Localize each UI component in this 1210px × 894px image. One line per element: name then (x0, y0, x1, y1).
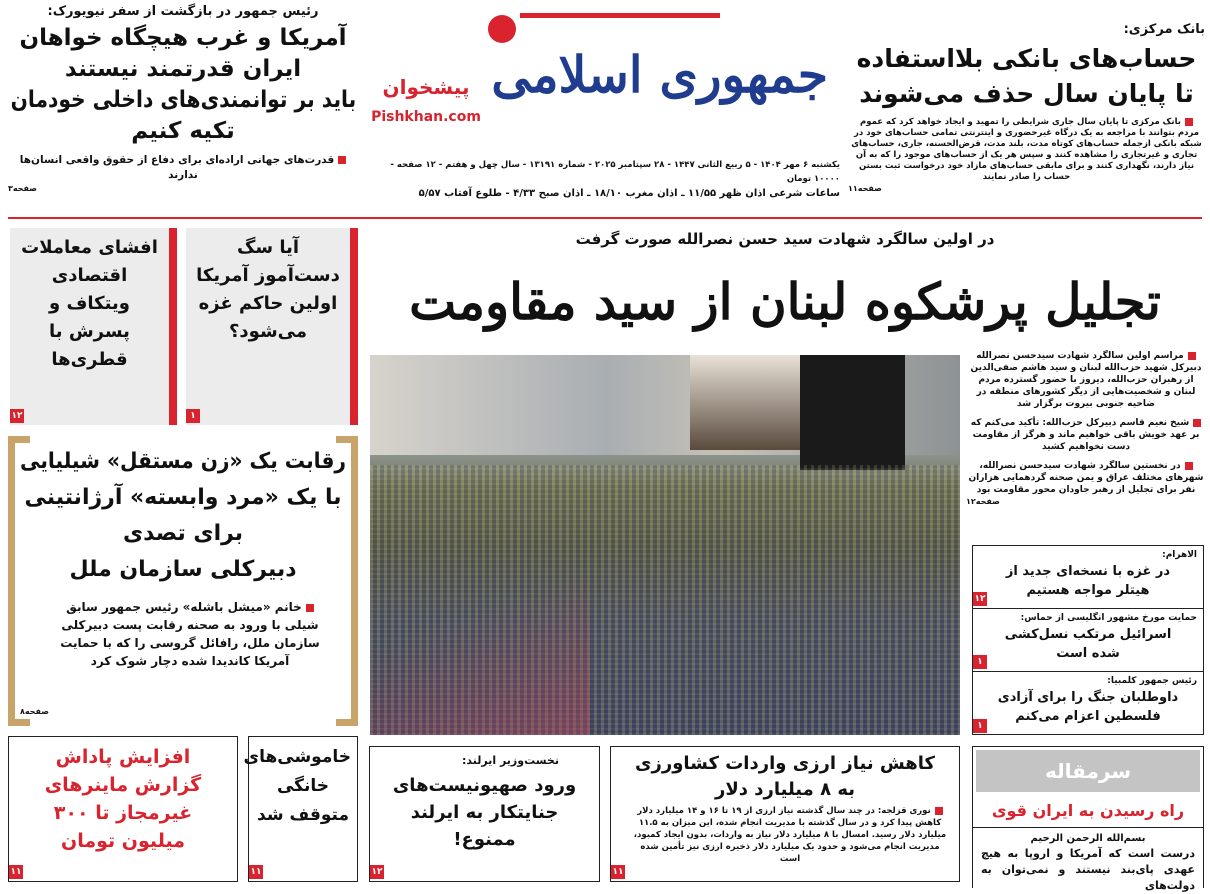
basmala: بسم‌الله الرحمن الرحیم (1030, 833, 1146, 844)
page-badge: ۱ (973, 719, 987, 733)
divider (8, 217, 1202, 219)
page-badge: ۱۱ (250, 867, 262, 877)
top-left-story[interactable] (8, 4, 358, 195)
bullet-icon (338, 156, 346, 164)
brief-kicker: الاهرام: (1162, 550, 1197, 560)
banner-text: سرمقاله (1044, 759, 1132, 783)
headline-line: تکیه کنیم (131, 118, 235, 144)
chile-story[interactable] (8, 436, 358, 726)
lead: بانک مرکزی تا پایان سال جاری شرایطی را تمهید و ایجاد خواهد کرد که عموم مردم بتوانند با مراجعه به یک درگاه غیرحضوری و اینترنتی تمامی حساب‌های خود در شبکه بانکی ازجمله حساب‌های کوتاه مدت، بلند مدت، قرض‌الحسنه، جاری، حساب‌های تجاری و غیرتجاری را مشاهده کنند و سپس هر یک از حساب‌های موجود را که به آن نیاز دارند، نگهداری کنند و برای مابقی حساب‌های مازاد خود درخواست ثبت بستن حساب را صادر نمایند (851, 117, 1202, 182)
date-block (365, 158, 840, 202)
page-badge: ۱ (186, 409, 200, 423)
prayer-times: ساعات شرعی اذان ظهر ۱۱/۵۵ ـ اذان مغرب ۱۸/۱۰ ـ اذان صبح ۴/۳۳ - طلوع آفتاب ۵/۵۷ (418, 188, 840, 199)
lead: قدرت‌های جهانی اراده‌ای برای دفاع از حقوق واقعی انسان‌ها ندارند (19, 154, 335, 181)
top-right-story[interactable] (848, 22, 1205, 194)
main-kicker: در اولین سالگرد شهادت سید حسن نصرالله صورت گرفت (575, 230, 995, 248)
left-box-gaza[interactable] (186, 228, 358, 425)
side-briefs (972, 545, 1204, 735)
headline-line: برای تصدی (122, 521, 244, 546)
bullet-icon (306, 604, 314, 612)
box-headline: خاموشی‌های خانگی متوقف شد (243, 747, 351, 825)
bullet-icon (1188, 352, 1196, 360)
item-text: مراسم اولین سالگرد شهادت سیدحسن نصرالله دبیرکل شهید حزب‌الله لبنان و سید هاشم صفی‌الدین از رهبران حزب‌الله، دیروز با حضور گسترده مردم لبنان و شخصیت‌هایی از دیگر کشورهای منطقه در ضاحیه جنوبی بیروت برگزار شد (970, 351, 1202, 409)
headline-line: باید بر توانمندی‌های داخلی خودمان (10, 87, 356, 113)
left-box-witkoff[interactable] (10, 228, 177, 425)
headline-line: حساب‌های بانکی بلااستفاده (856, 44, 1197, 73)
bullet-icon (1193, 419, 1201, 427)
headline-line: دبیرکلی سازمان ملل (69, 557, 297, 582)
brief-kicker: رئیس جمهور کلمبیا: (1107, 676, 1197, 686)
box-headline: آیا سگ دست‌آموز آمریکا اولین حاکم غزه می‌شود؟ (196, 237, 340, 342)
brief-text: در غزه با نسخه‌ای جدید از هیتلر مواجه هستیم (1005, 564, 1171, 598)
kicker: نخست‌وزیر ایرلند: (462, 754, 559, 767)
headline-line: به ۸ میلیارد دلار (714, 779, 856, 800)
page-ref: صفحه۱۱ (848, 184, 882, 193)
box-headline: افزایش پاداش گزارش ماینرهای غیرمجاز تا ۳۰۰ میلیون تومان (44, 746, 202, 852)
page-badge: ۱۱ (10, 867, 22, 877)
brief[interactable] (973, 609, 1203, 672)
page-badge: ۱۲ (974, 594, 986, 604)
page-badge: ۱۲ (11, 411, 23, 421)
logo: جمهوری اسلامی (491, 45, 829, 104)
brief[interactable] (973, 546, 1203, 609)
page-ref: صفحه۸ (20, 707, 49, 716)
masthead (370, 5, 830, 155)
box-headline: ورود صهیونیست‌های جنایتکار به ایرلند ممنوع! (392, 775, 577, 850)
bottom-story-miners[interactable] (8, 736, 238, 882)
main-items (966, 350, 1206, 542)
page-ref: صفحه۳ (8, 184, 37, 193)
editorial-banner (976, 750, 1200, 792)
logo-drip (520, 13, 720, 18)
main-item (966, 460, 1206, 496)
editorial[interactable] (972, 746, 1204, 892)
item-text: در نخستین سالگرد شهادت سیدحسن نصرالله، شهرهای مختلف عراق و یمن صحنه گردهمایی هزاران نفر برای تجلیل از رهبر جاودان محور مقاومت بود (968, 461, 1204, 495)
headline-line: با یک «مرد وابسته» آرژانتینی (24, 485, 342, 510)
brief-text: داوطلبان جنگ را برای آزادی فلسطین اعزام می‌کنم (997, 690, 1179, 724)
bullet-icon (1185, 118, 1193, 126)
editorial-headline: راه رسیدن به ایران قوی (973, 795, 1203, 828)
main-headline[interactable]: تجلیل پرشکوه لبنان از سید مقاومت (409, 272, 1161, 331)
bottom-story-ireland[interactable] (369, 746, 600, 882)
brief[interactable] (973, 672, 1203, 735)
item-text: شیخ نعیم قاسم دبیرکل حزب‌الله: تأکید می‌کنم که بر عهد خویش باقی خواهیم ماند و هرگز از مقاومت دست نخواهیم کشید (970, 418, 1200, 452)
page-badge: ۱ (973, 655, 987, 669)
headline-line: کاهش نیاز ارزی واردات کشاورزی (635, 753, 936, 774)
editorial-text: درست است که آمریکا و اروپا به هیچ عهدی پای‌بند نیستند و نمی‌توان به دولت‌های (981, 847, 1195, 892)
lead: نوری قزلجه: در چند سال گذشته نیاز ارزی از ۱۹ تا ۱۶ و ۱۴ میلیارد دلار کاهش پیدا کرد و در سال گذشته با مدیریت انجام شده، این میزان به ۱۱.۵ میلیارد دلار رسید. امسال با ۸ میلیارد دلار نیاز به واردات، بدون ایجاد کمبود، مدیریت انجام می‌شود و حدود یک میلیارد دلار ذخیره ارزی نیز تأمین شده است (633, 806, 947, 864)
kicker: رئیس جمهور در بازگشت از سفر نیویورک: (47, 4, 319, 19)
headline-line: آمریکا و غرب هیچگاه خواهان (19, 25, 347, 51)
brief-kicker: حمایت مورخ مشهور انگلیسی از حماس: (1020, 613, 1197, 623)
date-line: یکشنبه ۶ مهر ۱۴۰۴ - ۵ ربیع الثانی ۱۴۴۷ - ۲۸ سپتامبر ۲۰۲۵ - شماره ۱۳۱۹۱ - سال چهل و هفتم - ۱۲ صفحه - ۱۰۰۰۰ تومان (390, 160, 840, 184)
watermark-url: Pishkhan.com (371, 109, 481, 125)
headline-line: ایران قدرتمند نیستند (64, 56, 302, 82)
box-headline: افشای معاملات اقتصادی ویتکاف و پسرش با قطری‌ها (21, 237, 158, 370)
bottom-story-agriculture[interactable] (610, 746, 960, 882)
headline-line: رقابت یک «زن مستقل» شیلیایی (19, 449, 347, 474)
main-photo (370, 355, 960, 735)
brief-text: اسرائیل مرتکب نسل‌کشی شده است (1004, 627, 1172, 661)
main-item (966, 417, 1206, 453)
page-badge: ۱۲ (371, 867, 383, 877)
headline-line: تا پایان سال حذف می‌شوند (859, 79, 1194, 108)
watermark: پیشخوان (382, 75, 470, 99)
bullet-icon (1185, 462, 1193, 470)
bottom-story-blackouts[interactable] (243, 736, 358, 882)
bullet-icon (935, 807, 943, 815)
kicker: بانک مرکزی: (1123, 22, 1205, 37)
page-ref: صفحه۱۲ (966, 497, 1000, 506)
page-badge: ۱۱ (612, 867, 624, 877)
lead: خانم «میشل باشله» رئیس جمهور سابق شیلی با ورود به صحنه رقابت پست دبیرکلی سازمان ملل، رافائل گروسی را که با حمایت آمریکا کاندیدا شده دچار شوک کرد (60, 600, 320, 668)
main-item (966, 350, 1206, 410)
